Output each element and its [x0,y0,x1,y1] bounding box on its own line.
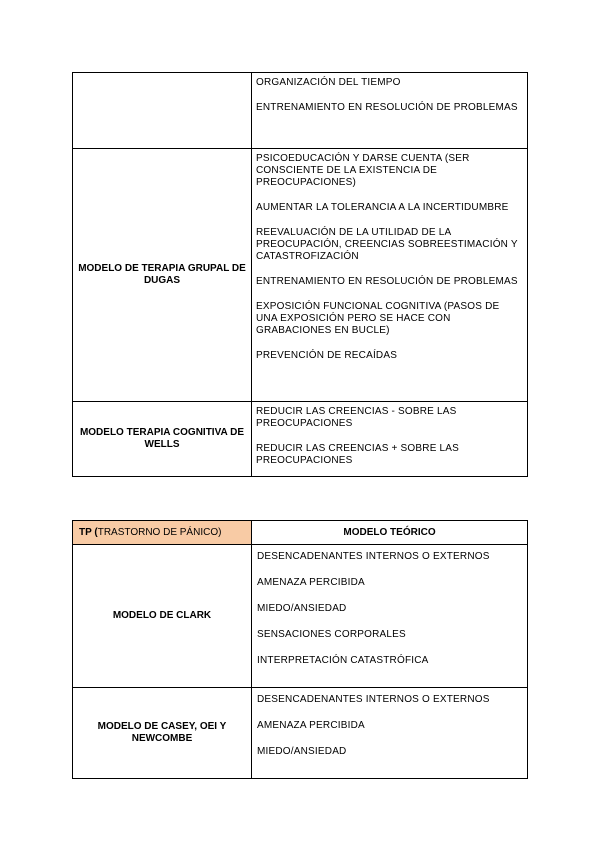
table-row [73,73,528,149]
steps-cell [252,149,528,402]
list-item: REEVALUACIÓN DE LA UTILIDAD DE LA PREOCUPACIÓN, CREENCIAS SOBREESTIMACIÓN Y CATASTROFIZACIÓN [256,227,518,262]
model-cell: MODELO DE CLARK [73,545,252,688]
list-item: AMENAZA PERCIBIDA [257,577,365,588]
steps-cell [252,73,528,149]
steps-cell [252,402,528,477]
list-item: PREVENCIÓN DE RECAÍDAS [256,350,398,361]
list-item: ORGANIZACIÓN DEL TIEMPO [256,77,401,88]
header-disorder [73,521,252,545]
table-generalized-anxiety-models [72,72,528,477]
steps-cell [252,545,528,688]
list-item: SENSACIONES CORPORALES [257,629,406,640]
list-item: ENTRENAMIENTO EN RESOLUCIÓN DE PROBLEMAS [256,102,518,113]
steps-cell [252,688,528,779]
list-item: REDUCIR LAS CREENCIAS + SOBRE LAS PREOCUPACIONES [256,443,460,466]
model-cell: MODELO DE TERAPIA GRUPAL DE DUGAS [73,149,252,402]
list-item: DESENCADENANTES INTERNOS O EXTERNOS [257,694,490,705]
header-disorder-name: TRASTORNO DE PÁNICO) [97,526,222,538]
list-item: PSICOEDUCACIÓN Y DARSE CUENTA (SER CONSCIENTE DE LA EXISTENCIA DE PREOCUPACIONES) [256,153,470,188]
table-row [73,149,528,402]
list-item: ENTRENAMIENTO EN RESOLUCIÓN DE PROBLEMAS [256,276,518,287]
header-disorder-abbr: TP ( [79,526,98,538]
list-item: INTERPRETACIÓN CATASTRÓFICA [257,655,429,666]
list-item: MIEDO/ANSIEDAD [257,746,347,757]
list-item: MIEDO/ANSIEDAD [257,603,347,614]
model-cell: MODELO TERAPIA COGNITIVA DE WELLS [73,402,252,477]
table-header-row [73,521,528,545]
list-item: REDUCIR LAS CREENCIAS - SOBRE LAS PREOCUPACIONES [256,406,457,429]
table-row [73,402,528,477]
model-cell [73,73,252,149]
list-item: DESENCADENANTES INTERNOS O EXTERNOS [257,551,490,562]
table-row [73,688,528,779]
list-item: AMENAZA PERCIBIDA [257,720,365,731]
list-item: EXPOSICIÓN FUNCIONAL COGNITIVA (PASOS DE UNA EXPOSICIÓN PERO SE HACE CON GRABACIONES EN BUCLE) [256,301,500,336]
model-cell: MODELO DE CASEY, OEI Y NEWCOMBE [73,688,252,779]
list-item: AUMENTAR LA TOLERANCIA A LA INCERTIDUMBRE [256,202,509,213]
table-panic-disorder-models [72,520,528,779]
table-row [73,545,528,688]
header-theoretical-model: MODELO TEÓRICO [252,521,528,545]
